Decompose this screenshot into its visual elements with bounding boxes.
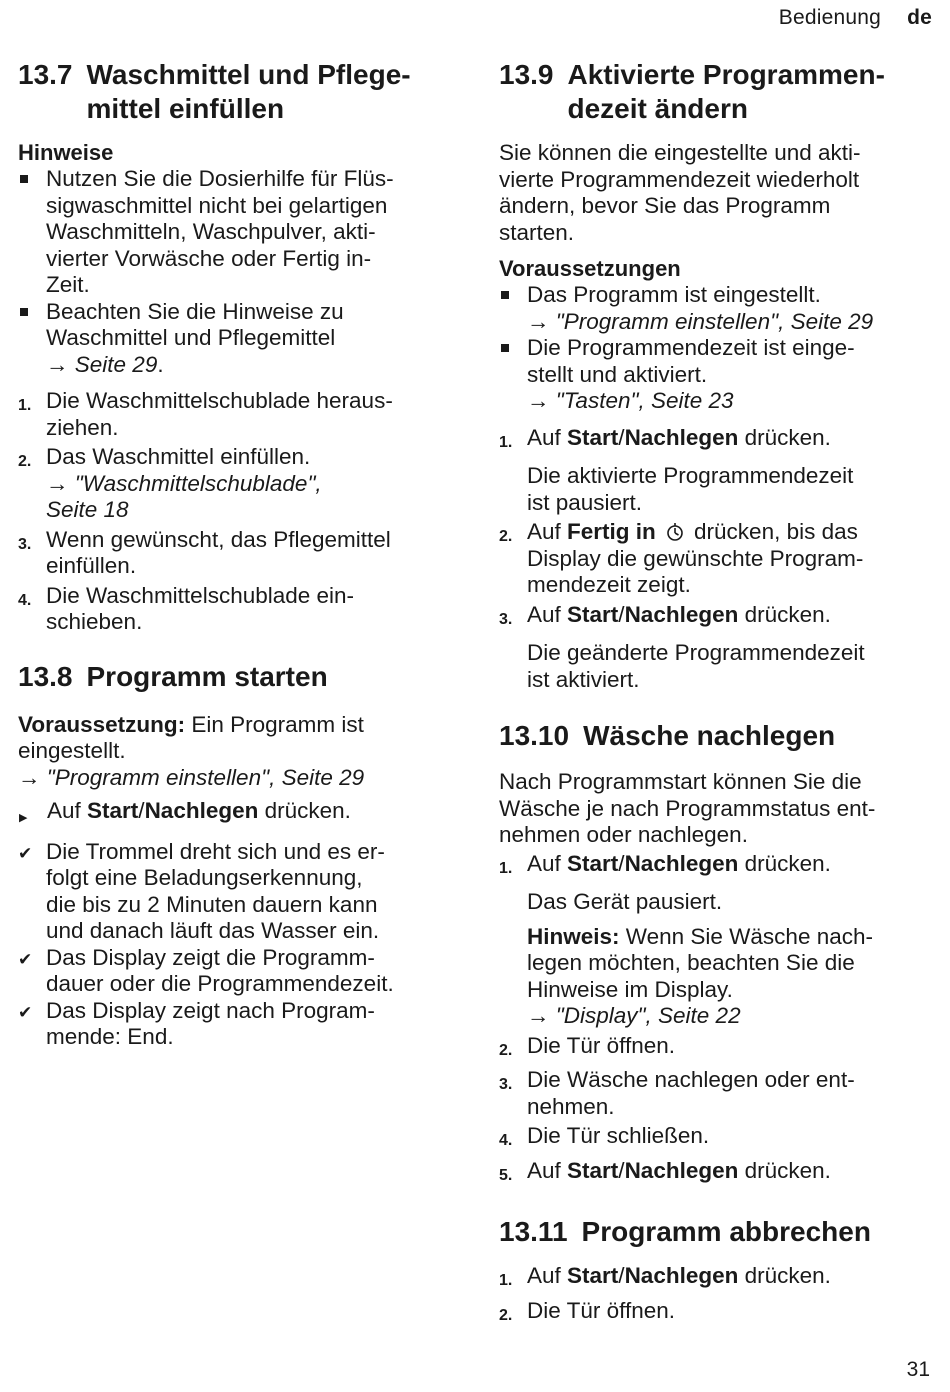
text-line: Nutzen Sie die Dosierhilfe für Flüs- [46,166,394,191]
text-line: folgt eine Beladungserkennung, [46,865,363,890]
intro-paragraph [499,140,929,246]
result-item [18,839,448,945]
page-reference-link[interactable] [527,309,873,334]
nachlegen-button-label: Nachlegen [624,1263,739,1288]
requirement [18,712,448,792]
text-line: Wenn gewünscht, das Pflegemittel [46,526,391,552]
text: / [618,1157,625,1183]
step-text [527,1158,929,1190]
start-button-label: Start [567,1157,619,1183]
link-text: "Display", Seite 22 [555,1003,741,1028]
step-item [499,602,929,634]
step-number: 1. [499,859,513,877]
nachlegen-button-label: Nachlegen [624,850,739,876]
page-reference-link[interactable] [18,765,364,790]
check-mark-icon: ✔ [18,843,33,863]
step-text: Die Tür schließen. [527,1123,710,1148]
start-button-label: Start [567,850,619,876]
step-item [499,1298,929,1330]
step-item [18,527,448,580]
text-line: Die Waschmittelschublade ein- [46,582,355,608]
step-text [527,425,929,457]
step-result: Das Gerät pausiert. [527,889,723,914]
title-line: Waschmittel und Pflege- [86,59,411,90]
timer-clock-icon [666,522,684,542]
requirement-text [527,335,929,415]
text: drücken, bis das [687,519,858,544]
step-result [499,463,929,516]
text-line: Waschmittel und Pflegemittel [46,325,336,350]
text-line: Ein Programm ist [185,711,364,737]
step-item [18,583,448,636]
text: / [138,798,145,823]
step-number: 5. [499,1166,513,1184]
text-line: sigwaschmittel nicht bei gelartigen [46,192,388,218]
text-line: Das Programm ist eingestellt. [527,282,821,307]
step-text [527,1263,929,1295]
section-title [87,58,449,126]
step-text [527,602,929,634]
intro-paragraph [499,769,929,849]
link-text: "Waschmittelschublade", [74,470,322,496]
start-button-label: Start [567,1263,619,1288]
text: / [618,850,625,876]
link-text: Seite 29 [74,351,158,377]
text: drücken. [738,424,831,450]
text: drücken. [738,601,831,627]
section-number: 13.7 [18,59,73,90]
requirement-label: Voraussetzung: [18,711,186,737]
requirements-label: Voraussetzungen [499,256,681,281]
text-line: vierte Programmendezeit wiederholt [499,166,860,192]
text-line: Nach Programmstart können Sie die [499,769,862,794]
text-line: Wenn Sie Wäsche nach- [619,923,873,949]
start-button-label: Start [87,798,139,823]
square-bullet-icon [18,166,46,299]
result-item [18,945,448,998]
requirement-text [527,282,929,335]
step-item [499,519,929,599]
heading-13-9 [499,58,929,126]
step-item [499,1123,929,1155]
note-text [46,166,448,299]
text-line: nehmen. [527,1093,615,1119]
text-line: Beachten Sie die Hinweise zu [46,298,344,324]
text-line: und danach läuft das Wasser ein. [46,918,380,943]
text: Auf [527,1157,568,1183]
text-line: ist aktiviert. [527,666,640,692]
text-line: mendezeit zeigt. [527,572,691,597]
step-item [18,444,448,524]
right-arrow-icon: → [18,764,41,790]
requirement-bullet [499,335,929,415]
heading-13-10 [499,719,929,753]
text-line: einfüllen. [46,553,137,578]
result-text [46,945,448,998]
text-line: nehmen oder nachlegen. [499,822,748,847]
check-mark-icon: ✔ [18,1002,33,1022]
text-line: Hinweise im Display. [527,976,733,1002]
notes-label: Hinweise [18,140,114,165]
text-line: die bis zu 2 Minuten dauern kann [46,891,378,917]
language-code: de [907,6,932,29]
text-line: vierter Vorwäsche oder Fertig in- [46,245,372,271]
step-number: 2. [499,528,513,545]
square-bullet-icon [499,335,527,415]
step-text: Die Tür öffnen. [527,1032,676,1058]
text-line: ist pausiert. [527,489,643,515]
step-number: 1. [499,433,513,451]
step-item [499,425,929,457]
step-text [527,1067,929,1120]
heading-13-11 [499,1215,929,1249]
text: Auf [527,601,568,627]
text-line: Zeit. [46,272,90,297]
step-number: 2. [18,453,32,470]
text-line: Die Waschmittelschublade heraus- [46,388,393,413]
text: Auf [527,1263,568,1288]
step-note [499,924,929,1030]
text: drücken. [738,1263,831,1288]
right-arrow-icon: → [527,388,550,413]
step-text [527,851,929,883]
text-line: schieben. [46,609,143,634]
text-line: Die Wäsche nachlegen oder ent- [527,1067,855,1092]
action-item [18,798,448,832]
step-item [499,1067,929,1120]
nachlegen-button-label: Nachlegen [624,424,739,450]
nachlegen-button-label: Nachlegen [624,1157,739,1183]
text: drücken. [738,850,831,876]
link-text: Seite 18 [46,497,129,522]
start-button-label: Start [567,601,619,627]
right-arrow-icon: → [527,1003,550,1028]
text: / [618,424,625,450]
text-line: ziehen. [46,414,119,440]
page-reference-link[interactable] [46,471,322,523]
text-line: dauer oder die Programmendezeit. [46,971,394,996]
text-line: eingestellt. [18,738,126,763]
title-line: Aktivierte Programmen- [567,59,885,90]
text-line: starten. [499,219,575,245]
nachlegen-button-label: Nachlegen [624,601,739,627]
text-line: Die aktivierte Programmendezeit [527,463,854,488]
text-line: Sie können die eingestellte und akti- [499,140,861,165]
text: drücken. [738,1157,831,1183]
section-number: 13.10 [499,720,570,751]
step-text: Die Tür öffnen. [527,1297,676,1323]
note-bullet [18,299,448,379]
step-item [499,851,929,883]
step-number: 1. [18,397,32,414]
step-number: 3. [18,535,32,553]
step-item [499,1158,929,1190]
text-line: Waschmitteln, Waschpulver, akti- [46,219,376,244]
text: / [618,601,625,627]
step-text [46,527,448,580]
square-bullet-icon [18,299,46,379]
step-text [46,388,448,441]
link-text: "Tasten", Seite 23 [555,388,734,413]
result-text [46,839,448,945]
page-reference-link[interactable] [527,388,734,413]
action-text [47,798,448,832]
step-number: 4. [18,591,32,609]
text: drücken. [258,798,351,823]
link-text: "Programm einstellen", Seite 29 [46,764,365,790]
step-number: 4. [499,1132,513,1149]
text-line: Das Display zeigt nach Program- [46,997,375,1023]
step-result [499,640,929,693]
section-name: Bedienung [778,6,882,29]
start-button-label: Start [567,424,619,450]
heading-13-7 [18,58,448,126]
step-number: 2. [499,1306,513,1324]
section-number: 13.11 [499,1216,568,1247]
triangle-bullet-icon: ▶ [19,812,28,824]
section-number: 13.9 [499,59,554,90]
heading-13-8 [18,660,448,694]
note-label: Hinweis: [527,923,620,949]
right-arrow-icon: → [46,351,69,377]
page-reference-link[interactable] [46,352,157,377]
step-number: 1. [499,1272,513,1289]
text-line: mende: End. [46,1024,174,1049]
step-text [527,519,929,599]
text: Auf [527,850,568,876]
text-line: Das Display zeigt die Programm- [46,944,375,970]
page-header [779,6,932,30]
step-number: 3. [499,1076,513,1093]
requirement-bullet [499,282,929,335]
text: / [618,1263,625,1288]
link-text: "Programm einstellen", Seite 29 [555,308,874,334]
note-bullet [18,166,448,299]
text-line: Display die gewünschte Program- [527,545,864,571]
result-text [46,998,448,1051]
section-title: Programm starten [86,660,328,692]
text: Auf [527,424,568,450]
check-mark-icon: ✔ [18,949,33,969]
text: Auf [527,519,568,544]
text: Auf [47,798,88,823]
step-item [499,1263,929,1295]
fertig-in-button-label: Fertig in [567,519,656,544]
step-item [18,388,448,441]
text-line: Die geänderte Programmendezeit [527,640,865,665]
left-column [18,58,448,1051]
result-item [18,998,448,1051]
note-text: Beachten Sie die Hinweise zu Waschmittel und Pflegemittel → Seite 29. [46,298,344,377]
page-reference-link[interactable] [527,1003,741,1028]
right-arrow-icon: → [527,308,550,334]
step-text [46,444,448,524]
title-line: mittel einfüllen [86,93,285,124]
right-arrow-icon: → [46,470,69,496]
section-title: Wäsche nachlegen [583,720,836,751]
text-line: stellt und aktiviert. [527,361,708,387]
section-number: 13.8 [18,660,73,692]
text-line: legen möchten, beachten Sie die [527,950,855,975]
text-line: Das Waschmittel einfüllen. [46,444,311,469]
title-line: dezeit ändern [567,93,748,124]
page-number: 31 [906,1358,930,1381]
right-column [499,58,929,1329]
text-line: Wäsche je nach Programmstatus ent- [499,795,876,821]
section-title: Programm abbrechen [581,1216,871,1247]
text-line: ändern, bevor Sie das Programm [499,193,831,218]
step-number: 2. [499,1041,513,1059]
section-title [568,58,930,126]
step-item [499,1033,929,1065]
step-text [46,583,448,636]
square-bullet-icon [499,282,527,335]
text-line: Die Trommel dreht sich und es er- [46,838,385,864]
text-line: Die Programmendezeit ist einge- [527,335,855,360]
step-number: 3. [499,610,513,628]
nachlegen-button-label: Nachlegen [144,798,259,823]
